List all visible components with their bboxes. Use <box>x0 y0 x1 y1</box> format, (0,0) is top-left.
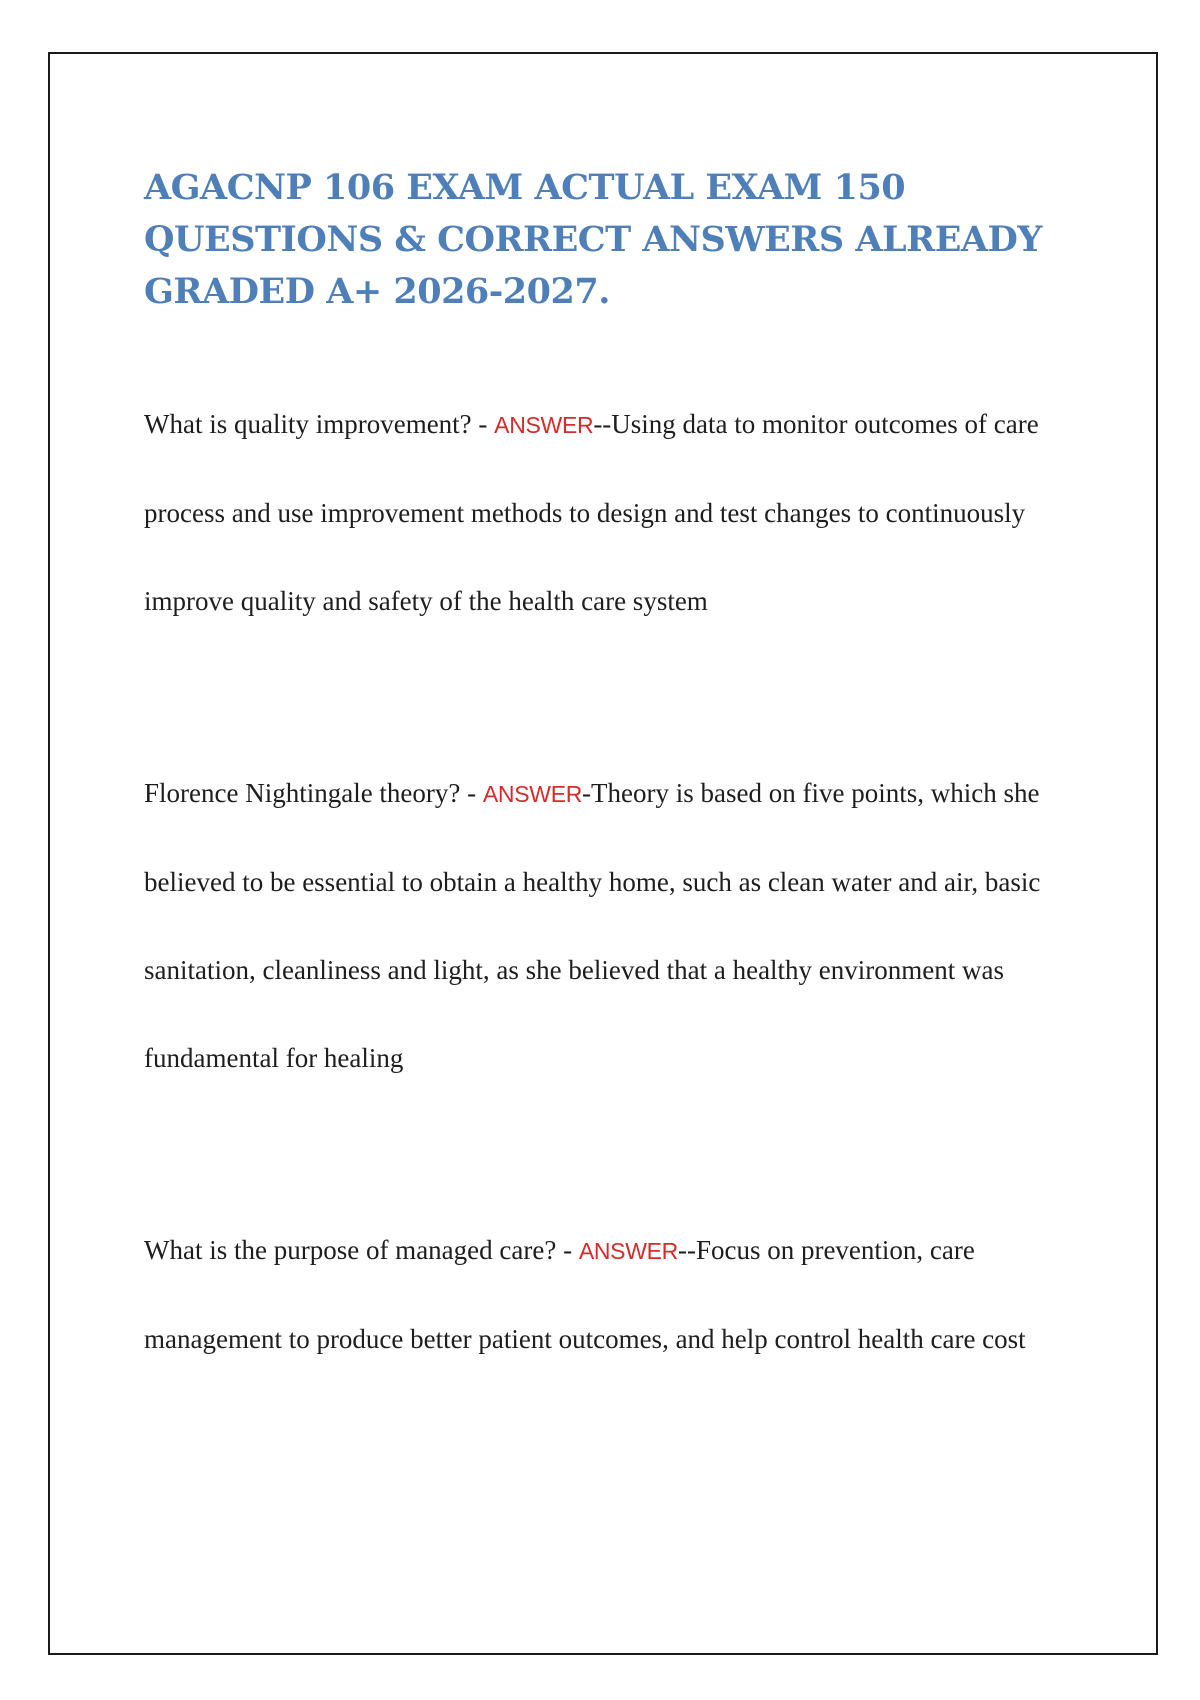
question-text: What is the purpose of managed care? - <box>144 1235 579 1265</box>
answer-text: --Focus on prevention, care management to produce better patient outcomes, and help control health care cost <box>144 1235 1026 1354</box>
question-text: Florence Nightingale theory? - <box>144 778 483 808</box>
document-page <box>48 52 1158 1655</box>
answer-label: ANSWER <box>578 1238 678 1264</box>
answer-label: ANSWER <box>482 781 583 807</box>
answer-text: --Using data to monitor outcomes of care process and use improvement methods to design and test changes to continuously improve quality and safety of the health care system <box>144 409 1039 616</box>
document-title: AGACNP 106 EXAM ACTUAL EXAM 150 QUESTIONS & CORRECT ANSWERS ALREADY GRADED A+ 2026-2027. <box>144 167 1042 312</box>
question-text: What is quality improvement? - <box>144 409 495 439</box>
answer-text: -Theory is based on five points, which she believed to be essential to obtain a healthy home, such as clean water and air, basic sanitation, cleanliness and light, as she believed that a healthy environment was fundamental for healing <box>144 778 1041 1073</box>
qa-item-managed-care <box>144 1206 1094 1383</box>
answer-label: ANSWER <box>494 412 594 438</box>
qa-item-nightingale-theory <box>144 749 1094 1102</box>
document-content <box>144 162 1094 1383</box>
qa-item-quality-improvement <box>144 380 1094 645</box>
